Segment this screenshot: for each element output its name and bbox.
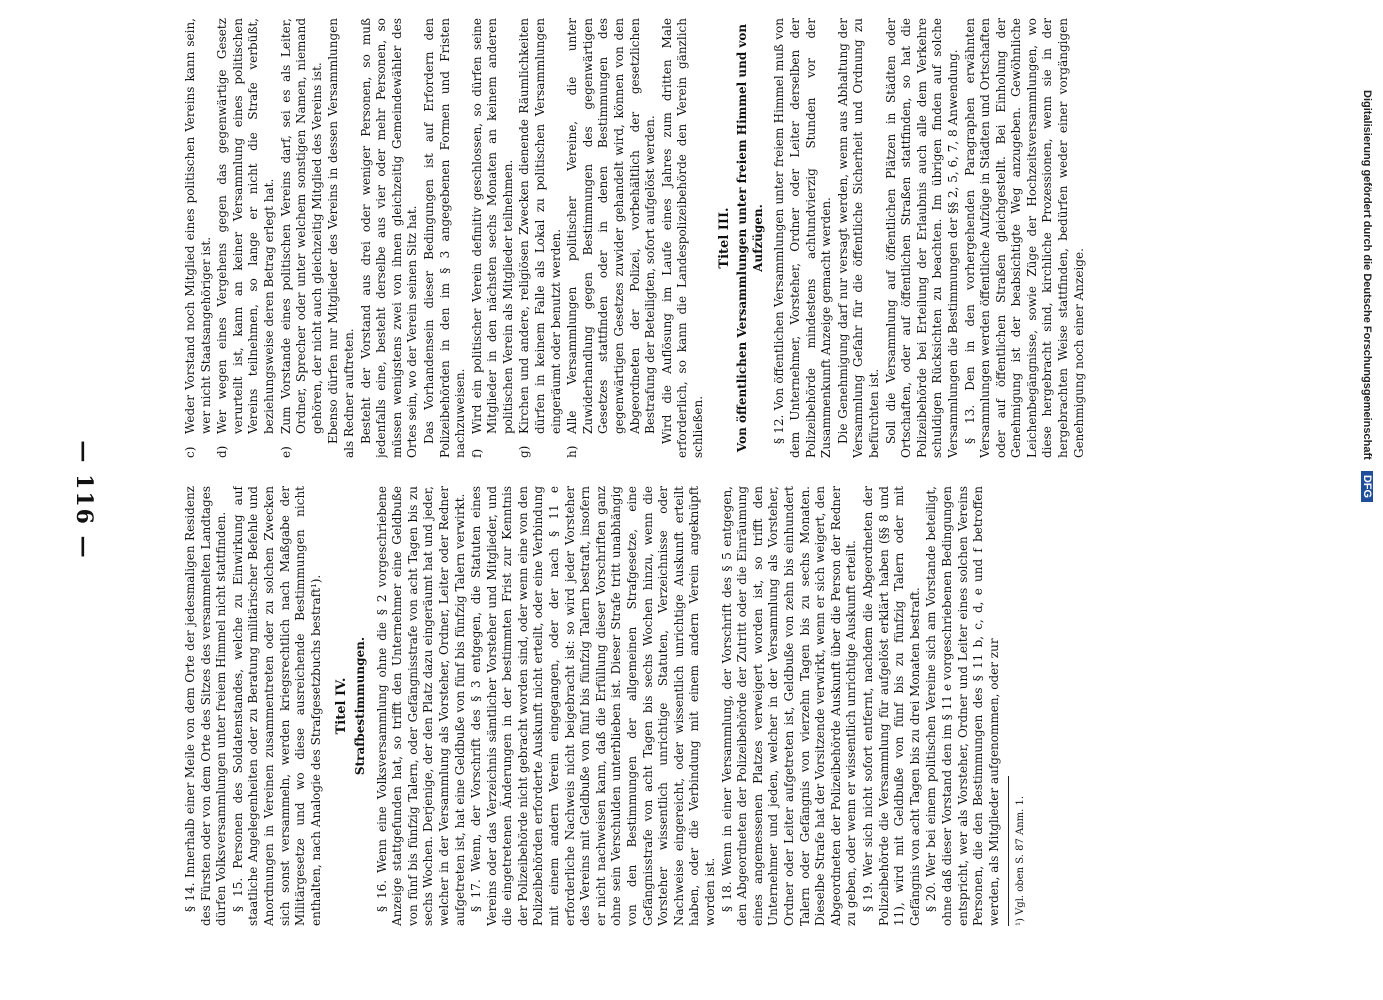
list-item-text: Ebenso dürfen nur Mitglieder des Vereins in dessen Versammlungen als Redner auftreten. [326,18,356,458]
list-item-label: h) [565,445,580,458]
paragraph: § 18. Wenn in einer Versammlung, der Vorschrift des § 5 entgegen, den Abgeordneten der Polizeibehörde der Zutritt oder die Einräumung eines angemessenen Platzes verweigert worden ist, so trifft den Unternehmer und jeden, welcher in der Versammlung als Vorsteher, Ordner oder Leiter aufgetreten ist, Geldbuße von zehn bis einhundert Talern oder Gefängnis von vierzehn Tagen bis zu sechs Monaten. Dieselbe Strafe hat der Vorsitzende verwirkt, wenn er sich weigert, den Abgeordneten der Polizeibehörde Auskunft über die Person der Redner zu geben, oder wenn er wissentlich unrichtige Auskunft erteilt. [719,486,859,926]
paragraph: § 20. Wer bei einem politischen Vereine sich am Vorstande beteiligt, ohne daß dieser Vorstand den im § 11 e vorgeschriebenen Bedingungen entspricht, wer als Vorsteher, Ordner und Leiter eines solchen Vereins Personen, die den Bestimmungen des § 11 b, c, d, e und f betroffen werden, als Mitglieder aufgenommen, oder zur [924,486,1001,926]
page-header: — 116 — [71,440,97,560]
left-column [183,18,1293,458]
list-item-label: c) [183,446,197,458]
list-item [470,18,517,458]
list-item-label: d) [215,445,230,458]
list-item-label: e) [278,446,293,458]
paragraph: § 13. Den in den vorhergehenden Paragraphen erwähnten Versammlungen werden öffentliche Aufzüge in Städten und Ortschaften oder auf öffentlichen Straßen gleichgestellt. Bei Einholung der Genehmigung ist der beabsichtigte Weg anzugeben. Gewöhnliche Leichenbegängnisse, sowie Züge der Hochzeitsversammlungen, wo diese hergebracht sind, kirchliche Prozessionen, wenn sie in der hergebrachten Weise stattfinden, bedürfen weder einer vorgängigen Genehmigung noch einer Anzeige. [962,18,1086,458]
footnote-rule [1008,776,1009,926]
paragraph: § 19. Wer sich nicht sofort entfernt, nachdem die Abgeordneten der Polizeibehörde die Versammlung für aufgelöst erklärt haben (§§ 8 und 11), wird mit Geldbuße von fünf bis zu fünfzig Talern oder mit Gefängnis von acht Tagen bis zu drei Monaten bestraft. [860,486,922,926]
list-item-text: Zum Vorstande eines politischen Vereins darf, sei es als Leiter, Ordner, Sprecher oder unter welchem sonstigen Namen, niemand gehören, der nicht auch gleichzeitig Mitglied des Vereins ist. [278,18,324,434]
left-list [183,18,707,458]
list-item-text: Besteht der Vorstand aus drei oder weniger Personen, so muß jedenfalls eine, besteht derselbe aus vier oder mehr Personen, so müssen wenigstens zwei von ihnen gleichzeitig Gemeindewähler des Ortes sein, wo der Verein seinen Sitz hat. [358,18,420,458]
paragraph: Die Genehmigung darf nur versagt werden, wenn aus Abhaltung der Versammlung Gefahr für die öffentliche Sicherheit und Ordnung zu befürchten ist. [835,18,881,458]
right-top-paragraphs [183,486,324,926]
list-item-text: Wird ein politischer Verein definitiv geschlossen, so dürfen seine Mitglieder in den nächsten sechs Monaten an keinem anderen politischen Verein als Mitglieder teilnehmen. [469,18,515,434]
list-item [422,18,469,458]
right-paragraphs [375,486,1003,926]
list-item [279,18,326,458]
list-item [517,18,564,458]
list-item-text: Kirchen und andere, religiösen Zwecken dienende Räumlichkeiten dürfen in keinem Falle als Lokal zu politischen Versammlungen eingeräumt oder benutzt werden. [517,18,563,434]
paragraph: § 15. Personen des Soldatenstandes, welche zu Einwirkung auf staatliche Angelegenheiten oder zu Beratung militärischer Befehle und Anordnungen in Vereinen zusammentreten oder zu solchen Zwecken sich sonst versammeln, werden kriegsrechtlich nach Maßgabe der Militärgesetze und wo diese ausreichende Bestimmungen nicht enthalten, nach Analogie des Strafgesetzbuchs bestraft¹). [230,486,323,926]
list-item-text: Wird die Auflösung im Laufe eines Jahres zum dritten Male erforderlich, so kann die Landespolizeibehörde den Verein gänzlich schließen. [659,18,705,458]
list-item-text: Alle Versammlungen politischer Vereine, die unter Zuwiderhandlung gegen Bestimmungen des gegenwärtigen Gesetzes stattfinden oder in denen Bestimmungen des gegenwärtigen Gesetzes zuwider gehandelt wird, können von den Abgeordneten der Polizei, vorbehältlich der gesetzlichen Bestrafung der Beteiligten, sofort aufgelöst werden. [565,18,658,434]
list-item-text: Das Vorhandensein dieser Bedingungen ist auf Erfordern den Polizeibehörden in den im § 3 angegebenen Formen und Fristen nachzuweisen. [421,18,468,458]
paragraph: § 12. Von öffentlichen Versammlungen unter freiem Himmel muß von dem Unternehmer, Vorsteher, Ordner oder Leiter derselben der Polizeibehörde mindestens achtundvierzig Stunden vor der Zusammenkunft Anzeige gemacht werden. [772,18,834,458]
list-item [565,18,659,458]
list-item [359,18,421,458]
title-4: Titel IV. [334,677,350,735]
paragraph: § 14. Innerhalb einer Meile von dem Orte der jedesmaligen Residenz des Fürsten oder von dem Orte des Sitzes des versammelten Landtages dürfen Volksversammlungen unter freiem Himmel nicht stattfinden. [183,486,229,926]
title-3: Titel III. [716,207,732,269]
list-item-text: Wer wegen eines Vergehens gegen das gegenwärtige Gesetz verurteilt ist, kann an keiner Versammlung eines politischen Vereins teilnehmen, so lange er nicht die Strafe verbüßt, beziehungsweise deren Betrag erlegt hat. [215,18,276,434]
title-3-subtitle: Von öffentlichen Versammlungen unter freiem Himmel und von Aufzügen. [735,23,765,453]
list-item [660,18,707,458]
paragraph: Soll die Versammlung auf öffentlichen Plätzen in Städten oder Ortschaften, oder auf öffentlichen Straßen stattfinden, so hat die Polizeibehörde bei Erteilung der Erlaubnis auch alle dem Verkehre schuldigen Rücksichten zu beachten. Im übrigen finden auf solche Versammlungen die Bestimmungen der §§ 2, 5, 6, 7, 8 Anwendung. [883,18,960,458]
left-paragraphs [772,18,1087,458]
paragraph: § 17. Wenn, der Vorschrift des § 3 entgegen, die Statuten eines Vereins oder das Verzeichnis sämtlicher Vorsteher und Mitglieder, und die eingetretenen Änderungen in der bestimmten Frist zur Kenntnis der Polizeibehörde nicht gebracht worden sind, oder wenn eine von den Polizeibehörden erforderte Auskunft nicht erteilt, oder eine Verbindung mit einem andern Verein eingegangen, oder der nach § 11 e erforderliche Nachweis nicht beigebracht ist: so wird jeder Vorsteher des Vereins mit Geldbuße von fünf bis fünfzig Talern bestraft, insofern er nicht nachweisen kann, daß die Erfüllung dieser Vorschriften ganz ohne sein Verschulden unterblieben ist. Dieser Strafe tritt unabhängig von den Bestimmungen der allgemeinen Strafgesetze, eine Gefängnisstrafe von acht Tagen bis sechs Wochen hinzu, wenn die Vorsteher wissentlich unrichtige Statuten, Verzeichnisse oder Nachweise eingereicht, oder wissentlich unrichtige Auskunft erteilt haben, oder die Verbindung mit einem andern Verein angeknüpft worden ist. [469,486,717,926]
list-item [326,18,357,458]
dfg-note-text: Digitalisierung gefördert durch die Deutsche Forschungsgemeinschaft [1361,90,1373,460]
dfg-logo: DFG [1361,471,1373,502]
list-item [215,18,277,458]
list-item-label: f) [469,448,484,458]
list-item-text: Weder Vorstand noch Mitglied eines politischen Vereins kann sein, wer nicht Staatsangehöriger ist. [183,18,213,434]
list-item-label: g) [517,445,532,458]
dfg-side-note [1353,90,1373,990]
right-column [183,486,1293,926]
footnote: ¹) Vgl. oben S. 87 Anm. 1. [1015,795,1027,926]
paragraph: § 16. Wenn eine Volksversammlung ohne die § 2 vorgeschriebene Anzeige stattgefunden hat, so trifft den Unternehmer eine Geldbuße von fünf bis fünfzig Talern, oder Gefängnisstrafe von acht Tagen bis zu sechs Wochen. Derjenige, der den Platz dazu eingeräumt hat und jeder, welcher in der Versammlung als Vorsteher, Ordner, Leiter oder Redner aufgetreten ist, hat eine Geldbuße von fünf bis fünfzig Talern verwirkt. [374,486,467,926]
title-4-subtitle: Strafbestimmungen. [352,636,367,776]
list-item [183,18,214,458]
